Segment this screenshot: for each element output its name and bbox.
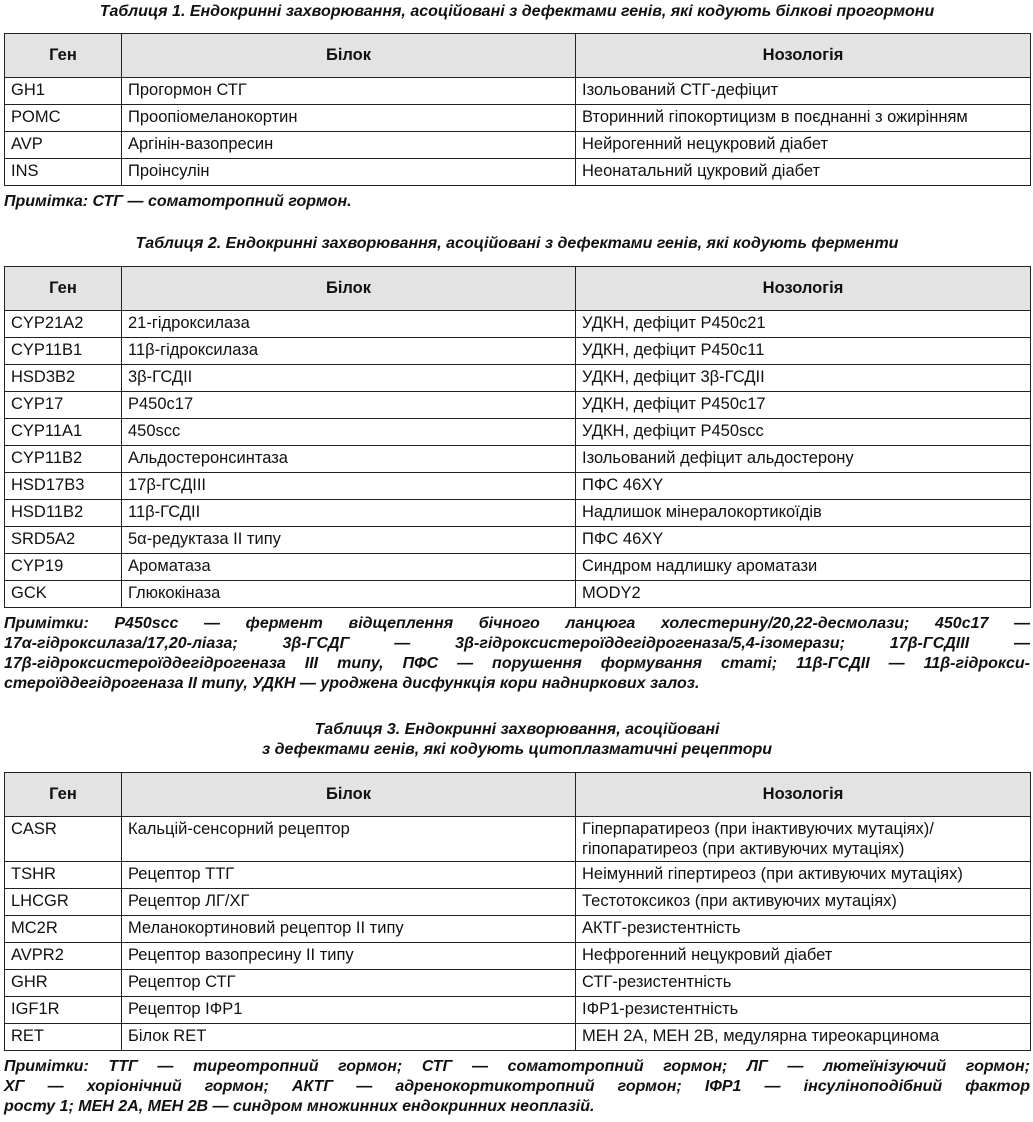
protein-cell: Ароматаза (122, 554, 576, 581)
table-row (5, 862, 1031, 889)
note-line: Примітки: ТТГ — тиреотропний гормон; СТГ — соматотропний гормон; ЛГ — лютеїнізуючий гормон; (4, 1058, 1030, 1075)
column-header-nosology: Нозологія (576, 773, 1031, 817)
column-header-nosology: Нозологія (576, 267, 1031, 311)
table-3-note (4, 1057, 1030, 1117)
protein-cell: Проінсулін (122, 159, 576, 186)
table-row (5, 554, 1031, 581)
gene-cell: GHR (5, 970, 122, 997)
table-row (5, 527, 1031, 554)
nosology-cell: Ізольований дефіцит альдостерону (576, 446, 1031, 473)
table-row (5, 500, 1031, 527)
table-1 (4, 33, 1031, 186)
nosology-cell: Вторинний гіпокортицизм в поєднанні з ожирінням (576, 105, 1031, 132)
column-header-gene: Ген (5, 34, 122, 78)
gene-cell: CYP11B1 (5, 338, 122, 365)
nosology-cell: MODY2 (576, 581, 1031, 608)
table-row (5, 997, 1031, 1024)
table-3-caption (4, 720, 1030, 760)
protein-cell: Прогормон СТГ (122, 78, 576, 105)
nosology-cell: Тестотоксикоз (при активуючих мутаціях) (576, 889, 1031, 916)
protein-cell: Білок RET (122, 1024, 576, 1051)
nosology-cell: УДКН, дефіцит P450c17 (576, 392, 1031, 419)
table-row (5, 392, 1031, 419)
table-row (5, 105, 1031, 132)
protein-cell: 11β-ГСДII (122, 500, 576, 527)
nosology-cell: Нефрогенний нецукровий діабет (576, 943, 1031, 970)
table-row (5, 311, 1031, 338)
gene-cell: CYP11B2 (5, 446, 122, 473)
table-row (5, 970, 1031, 997)
table-row (5, 419, 1031, 446)
protein-cell: Кальцій-сенсорний рецептор (122, 817, 576, 862)
gene-cell: RET (5, 1024, 122, 1051)
gene-cell: HSD11B2 (5, 500, 122, 527)
protein-cell: 17β-ГСДIII (122, 473, 576, 500)
column-header-gene: Ген (5, 773, 122, 817)
protein-cell: 450scc (122, 419, 576, 446)
table-row (5, 473, 1031, 500)
nosology-cell: АКТГ-резистентність (576, 916, 1031, 943)
gene-cell: TSHR (5, 862, 122, 889)
gene-cell: SRD5A2 (5, 527, 122, 554)
protein-cell: Рецептор ТТГ (122, 862, 576, 889)
nosology-cell: Ізольований СТГ-дефіцит (576, 78, 1031, 105)
gene-cell: MC2R (5, 916, 122, 943)
nosology-cell: Гіперпаратиреоз (при інактивуючих мутаціях)/ гіпопаратиреоз (при активуючих мутаціях) (576, 817, 1031, 862)
gene-cell: CYP11A1 (5, 419, 122, 446)
nosology-cell: УДКН, дефіцит P450c21 (576, 311, 1031, 338)
nosology-cell: УДКН, дефіцит P450c11 (576, 338, 1031, 365)
gene-cell: CYP21A2 (5, 311, 122, 338)
table-row (5, 889, 1031, 916)
protein-cell: 3β-ГСДII (122, 365, 576, 392)
column-header-protein: Білок (122, 267, 576, 311)
gene-cell: AVP (5, 132, 122, 159)
table-3 (4, 772, 1031, 1051)
table-1-section (4, 2, 1030, 212)
nosology-cell: УДКН, дефіцит 3β-ГСДII (576, 365, 1031, 392)
table-row (5, 943, 1031, 970)
table-1-note (4, 192, 1030, 212)
nosology-cell: Надлишок мінералокортикоїдів (576, 500, 1031, 527)
gene-cell: HSD3B2 (5, 365, 122, 392)
note-line: 17β-гідроксистероїддегідрогеназа III типу, ПФС — порушення формування статі; 11β-ГСДII — 11β-гідрокси- (4, 655, 1030, 672)
table-row (5, 817, 1031, 862)
protein-cell: Глюкокіназа (122, 581, 576, 608)
protein-cell: 5α-редуктаза II типу (122, 527, 576, 554)
nosology-cell: УДКН, дефіцит P450scc (576, 419, 1031, 446)
table-row (5, 132, 1031, 159)
table-row (5, 78, 1031, 105)
caption-line: Таблиця 3. Ендокринні захворювання, асоційовані (314, 721, 720, 738)
table-row (5, 446, 1031, 473)
table-1-caption (4, 2, 1030, 22)
nosology-cell: Синдром надлишку ароматази (576, 554, 1031, 581)
table-2-caption (4, 234, 1030, 254)
table-row (5, 365, 1031, 392)
nosology-cell: Неонатальний цукровий діабет (576, 159, 1031, 186)
protein-cell: Меланокортиновий рецептор II типу (122, 916, 576, 943)
column-header-nosology: Нозологія (576, 34, 1031, 78)
note-line: Примітки: P450scc — фермент відщеплення бічного ланцюга холестерину/20,22-десмолази; 450c17 — (4, 615, 1030, 632)
gene-cell: HSD17B3 (5, 473, 122, 500)
gene-cell: CASR (5, 817, 122, 862)
gene-cell: CYP17 (5, 392, 122, 419)
gene-cell: CYP19 (5, 554, 122, 581)
protein-cell: Рецептор вазопресину II типу (122, 943, 576, 970)
table-row (5, 338, 1031, 365)
gene-cell: INS (5, 159, 122, 186)
nosology-cell: СТГ-резистентність (576, 970, 1031, 997)
note-line: росту 1; МЕН 2А, МЕН 2В — синдром множинних ендокринних неоплазій. (4, 1098, 595, 1115)
nosology-cell: ПФС 46XY (576, 527, 1031, 554)
note-line: ХГ — хоріонічний гормон; АКТГ — адренокортикотропний гормон; ІФР1 — інсуліноподібний фактор (4, 1078, 1030, 1095)
nosology-cell: Неімунний гіпертиреоз (при активуючих мутаціях) (576, 862, 1031, 889)
protein-cell: Рецептор ЛГ/ХГ (122, 889, 576, 916)
gene-cell: POMC (5, 105, 122, 132)
note-line: 17α-гідроксилаза/17,20-ліаза; 3β-ГСДГ — 3β-гідроксистероїддегідрогеназа/5,4-ізомерази; 17β-ГСДIII — (4, 635, 1030, 652)
caption-line: з дефектами генів, які кодують цитоплазматичні рецептори (261, 741, 773, 758)
nosology-cell: МЕН 2А, МЕН 2В, медулярна тиреокарцинома (576, 1024, 1031, 1051)
protein-cell: 11β-гідроксилаза (122, 338, 576, 365)
table-row (5, 1024, 1031, 1051)
nosology-cell: ІФР1-резистентність (576, 997, 1031, 1024)
gene-cell: GH1 (5, 78, 122, 105)
protein-cell: Рецептор ІФР1 (122, 997, 576, 1024)
caption-line: Таблиця 2. Ендокринні захворювання, асоційовані з дефектами генів, які кодують ферменти (135, 235, 899, 252)
table-2-note (4, 614, 1030, 694)
column-header-gene: Ген (5, 267, 122, 311)
note-line: Примітка: СТГ — соматотропний гормон. (4, 193, 352, 210)
protein-cell: Аргінін-вазопресин (122, 132, 576, 159)
gene-cell: IGF1R (5, 997, 122, 1024)
table-row (5, 581, 1031, 608)
table-3-section (4, 720, 1030, 1117)
protein-cell: Рецептор СТГ (122, 970, 576, 997)
gene-cell: LHCGR (5, 889, 122, 916)
protein-cell: P450c17 (122, 392, 576, 419)
protein-cell: 21-гідроксилаза (122, 311, 576, 338)
gene-cell: GCK (5, 581, 122, 608)
gene-cell: AVPR2 (5, 943, 122, 970)
column-header-protein: Білок (122, 773, 576, 817)
protein-cell: Проопіомеланокортин (122, 105, 576, 132)
nosology-cell: ПФС 46XY (576, 473, 1031, 500)
caption-line: Таблиця 1. Ендокринні захворювання, асоційовані з дефектами генів, які кодують білкові прогормони (99, 3, 935, 20)
table-2 (4, 266, 1031, 608)
table-row (5, 916, 1031, 943)
column-header-protein: Білок (122, 34, 576, 78)
table-2-section (4, 234, 1030, 694)
note-line: стероїддегідрогеназа II типу, УДКН — уроджена дисфункція кори надниркових залоз. (4, 675, 700, 692)
nosology-cell: Нейрогенний нецукровий діабет (576, 132, 1031, 159)
table-row (5, 159, 1031, 186)
protein-cell: Альдостеронсинтаза (122, 446, 576, 473)
